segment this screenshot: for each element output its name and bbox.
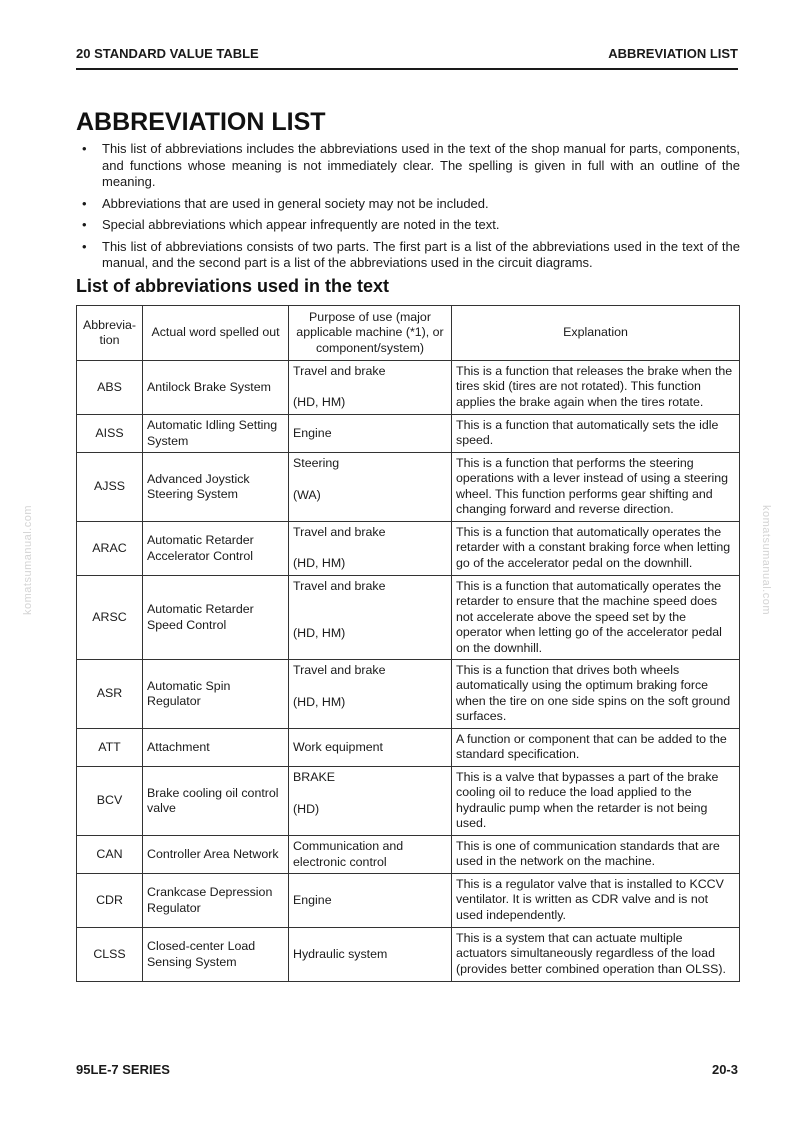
table-row (77, 767, 740, 836)
cell-explanation: This is a valve that bypasses a part of the brake cooling oil to reduce the load applied to the hydraulic pump when the retarder is not being used. (452, 767, 740, 836)
cell-abbreviation: ARAC (77, 522, 143, 576)
cell-explanation: This is a function that performs the steering operations with a lever instead of using a steering wheel. This function performs gear shifting and changing forward and reverse direction. (452, 453, 740, 522)
header-purpose: Purpose of use (major applicable machine (*1), or component/system) (289, 306, 452, 361)
cell-actual-word: Automatic Retarder Accelerator Control (143, 522, 289, 576)
cell-explanation: This is a function that drives both wheels automatically using the optimum braking force when the tire on one side spins on the soft ground surfaces. (452, 660, 740, 729)
table-row (77, 928, 740, 982)
table-row (77, 415, 740, 453)
cell-abbreviation: BCV (77, 767, 143, 836)
cell-abbreviation: ARSC (77, 576, 143, 660)
cell-actual-word: Automatic Idling Setting System (143, 415, 289, 453)
cell-purpose: Hydraulic system (289, 928, 452, 982)
table-row (77, 836, 740, 874)
cell-purpose (289, 522, 452, 576)
intro-text: This list of abbreviations consists of two parts. The first part is a list of the abbreviations used in the text of the manual, and the second part is a list of the abbreviations used in the circuit diagrams. (102, 238, 740, 270)
table-header-row (77, 306, 740, 361)
cell-abbreviation: CAN (77, 836, 143, 874)
table-row (77, 874, 740, 928)
table-row (77, 453, 740, 522)
purpose-machine: (HD, HM) (293, 555, 346, 570)
cell-actual-word: Advanced Joystick Steering System (143, 453, 289, 522)
cell-abbreviation: ASR (77, 660, 143, 729)
page-footer (76, 1062, 738, 1080)
header-abbreviation: Abbrevia-tion (77, 306, 143, 361)
cell-purpose: Engine (289, 415, 452, 453)
header-section-name: 20 STANDARD VALUE TABLE (76, 46, 259, 61)
cell-explanation: This is a function that automatically operates the retarder to ensure that the machine speed does not accelerate above the speed set by the operator when letting go of the accelerator pedal on the downhill. (452, 576, 740, 660)
cell-explanation: This is a regulator valve that is installed to KCCV ventilator. It is written as CDR valve and is not used independently. (452, 874, 740, 928)
purpose-system: Travel and brake (293, 579, 386, 593)
cell-purpose (289, 576, 452, 660)
cell-abbreviation: AISS (77, 415, 143, 453)
bullet-icon: • (82, 217, 87, 232)
purpose-system: Travel and brake (293, 663, 386, 677)
cell-explanation: This is a function that automatically operates the retarder with a constant braking force when letting go of the accelerator pedal on the downhill. (452, 522, 740, 576)
purpose-stack (293, 770, 447, 831)
cell-purpose: Work equipment (289, 729, 452, 767)
table-body (77, 361, 740, 982)
cell-explanation: This is a function that releases the brake when the tires skid (tires are not rotated). This function applies the brake again when the tires rotate. (452, 361, 740, 415)
cell-abbreviation: CDR (77, 874, 143, 928)
table-row (77, 660, 740, 729)
section-title: List of abbreviations used in the text (76, 276, 390, 296)
table-row (77, 729, 740, 767)
cell-purpose (289, 660, 452, 729)
table-row (77, 361, 740, 415)
cell-explanation: This is a function that automatically sets the idle speed. (452, 415, 740, 453)
intro-item (76, 217, 740, 234)
cell-actual-word: Attachment (143, 729, 289, 767)
page-title: ABBREVIATION LIST (76, 108, 326, 136)
cell-actual-word: Controller Area Network (143, 836, 289, 874)
purpose-stack (293, 579, 447, 655)
intro-item (76, 141, 740, 191)
purpose-machine: (HD) (293, 801, 320, 816)
purpose-stack (293, 456, 447, 517)
header-actual-word: Actual word spelled out (143, 306, 289, 361)
purpose-stack (293, 364, 447, 410)
purpose-machine: (HD, HM) (293, 625, 346, 640)
intro-text: Abbreviations that are used in general society may not be included. (102, 195, 489, 211)
intro-text: This list of abbreviations includes the abbreviations used in the text of the shop manual for parts, components, and functions whose meaning is not immediately clear. The spelling is given in full with an outline of the meaning. (102, 141, 740, 189)
cell-actual-word: Brake cooling oil control valve (143, 767, 289, 836)
cell-explanation: A function or component that can be added to the standard specification. (452, 729, 740, 767)
bullet-icon: • (82, 195, 87, 211)
abbreviation-table (76, 305, 740, 982)
cell-abbreviation: AJSS (77, 453, 143, 522)
purpose-stack (293, 663, 447, 724)
cell-actual-word: Closed-center Load Sensing System (143, 928, 289, 982)
intro-item (76, 196, 740, 213)
bullet-icon: • (82, 141, 87, 156)
purpose-system: Travel and brake (293, 364, 386, 378)
intro-item (76, 239, 740, 272)
cell-abbreviation: CLSS (77, 928, 143, 982)
purpose-stack (293, 525, 447, 571)
intro-list (76, 141, 740, 277)
cell-actual-word: Automatic Retarder Speed Control (143, 576, 289, 660)
intro-text: Special abbreviations which appear infrequently are noted in the text. (102, 217, 500, 232)
header-topic-name: ABBREVIATION LIST (608, 46, 738, 61)
footer-series: 95LE-7 SERIES (76, 1062, 170, 1077)
purpose-machine: (WA) (293, 487, 321, 502)
table-row (77, 522, 740, 576)
watermark-right: komatsumanual.com (760, 505, 772, 615)
header-explanation: Explanation (452, 306, 740, 361)
footer-page-number: 20-3 (711, 1062, 738, 1077)
purpose-machine: (HD, HM) (293, 394, 346, 409)
cell-explanation: This is one of communication standards that are used in the network on the machine. (452, 836, 740, 874)
page-header (76, 46, 738, 70)
purpose-system: Travel and brake (293, 525, 386, 539)
table-row (77, 576, 740, 660)
cell-actual-word: Crankcase Depression Regulator (143, 874, 289, 928)
cell-purpose (289, 453, 452, 522)
cell-abbreviation: ATT (77, 729, 143, 767)
cell-purpose: Engine (289, 874, 452, 928)
cell-actual-word: Antilock Brake System (143, 361, 289, 415)
cell-purpose (289, 361, 452, 415)
cell-purpose: Communication and electronic control (289, 836, 452, 874)
purpose-system: BRAKE (293, 770, 336, 784)
cell-purpose (289, 767, 452, 836)
cell-actual-word: Automatic Spin Regulator (143, 660, 289, 729)
bullet-icon: • (82, 238, 87, 254)
watermark-left: komatsumanual.com (22, 505, 34, 615)
cell-abbreviation: ABS (77, 361, 143, 415)
purpose-machine: (HD, HM) (293, 694, 346, 709)
purpose-system: Steering (293, 456, 340, 470)
cell-explanation: This is a system that can actuate multiple actuators simultaneously regardless of the load (provides better combined operation than OLSS). (452, 928, 740, 982)
